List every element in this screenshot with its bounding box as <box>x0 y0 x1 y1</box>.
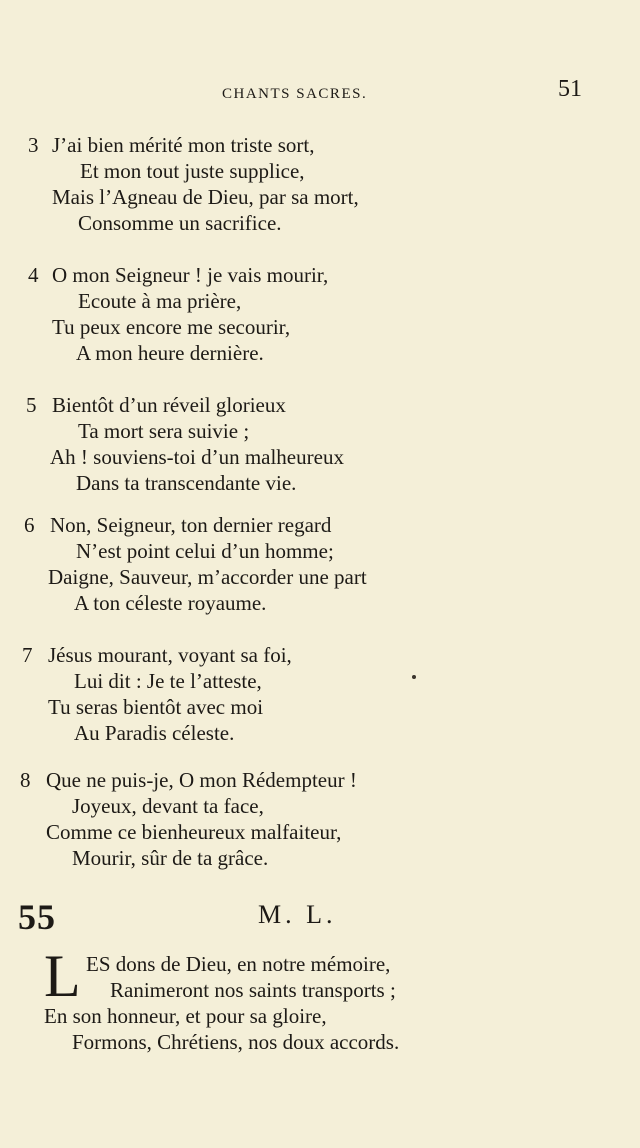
verse-line: ES dons de Dieu, en notre mémoire, <box>86 952 391 976</box>
verse-line: Ecoute à ma prière, <box>78 289 242 313</box>
stanza-number: 7 <box>22 643 33 667</box>
verse-line: O mon Seigneur ! je vais mourir, <box>52 263 329 287</box>
verse-line: Consomme un sacrifice. <box>78 211 282 235</box>
verse-line: Daigne, Sauveur, m’accorder une part <box>48 565 367 589</box>
verse-line: Non, Seigneur, ton dernier regard <box>50 513 332 537</box>
stanza-number: 3 <box>28 133 39 157</box>
verse-line: Comme ce bienheureux malfaiteur, <box>46 820 342 844</box>
verse-line: J’ai bien mérité mon triste sort, <box>52 133 315 157</box>
verse-line: En son honneur, et pour sa gloire, <box>44 1004 327 1028</box>
running-header: CHANTS SACRES. <box>222 86 368 102</box>
verse-line: Lui dit : Je te l’atteste, <box>74 669 262 693</box>
verse-line: Formons, Chrétiens, nos doux accords. <box>72 1030 400 1054</box>
hymn-number: 55 <box>18 897 56 937</box>
verse-line: Jésus mourant, voyant sa foi, <box>48 643 292 667</box>
verse-line: Que ne puis-je, O mon Rédempteur ! <box>46 768 357 792</box>
stanza-number: 5 <box>26 393 37 417</box>
tune-name: M. L. <box>258 900 337 929</box>
stanza-number: 4 <box>28 263 39 287</box>
verse-line: Au Paradis céleste. <box>74 721 235 745</box>
verse-line: Mais l’Agneau de Dieu, par sa mort, <box>52 185 359 209</box>
verse-line: Et mon tout juste supplice, <box>80 159 305 183</box>
stanza-number: 8 <box>20 768 31 792</box>
verse-line: Bientôt d’un réveil glorieux <box>52 393 286 417</box>
verse-line: Ranimeront nos saints transports ; <box>110 978 396 1002</box>
verse-line: Ta mort sera suivie ; <box>78 419 250 443</box>
page-number: 51 <box>558 76 582 102</box>
drop-cap: L <box>44 943 81 1009</box>
verse-line: A mon heure dernière. <box>76 341 264 365</box>
verse-line: Mourir, sûr de ta grâce. <box>72 846 269 870</box>
verse-line: Ah ! souviens-toi d’un malheureux <box>50 445 344 469</box>
verse-line: Joyeux, devant ta face, <box>72 794 264 818</box>
verse-line: Tu peux encore me secourir, <box>52 315 291 339</box>
verse-line: A ton céleste royaume. <box>74 591 267 615</box>
verse-line: Tu seras bientôt avec moi <box>48 695 264 719</box>
verse-line: N’est point celui d’un homme; <box>76 539 334 563</box>
stanza-number: 6 <box>24 513 35 537</box>
ink-speck <box>412 675 416 679</box>
verse-line: Dans ta transcendante vie. <box>76 471 297 495</box>
